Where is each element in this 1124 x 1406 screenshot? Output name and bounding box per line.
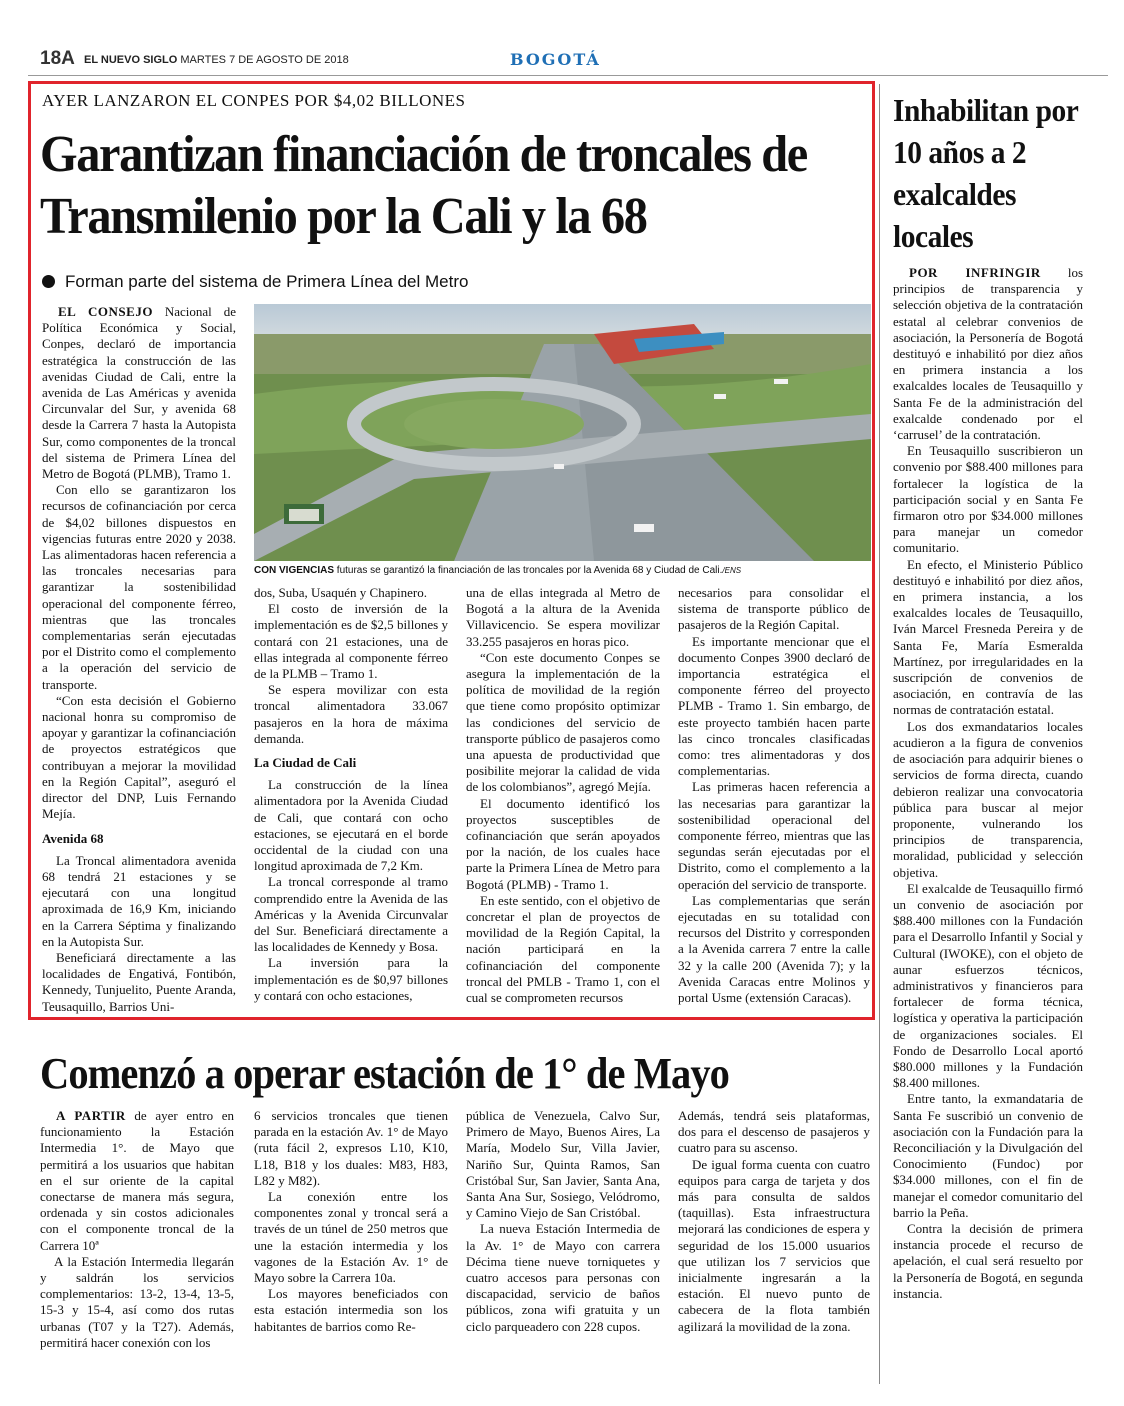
- side-column: [893, 265, 1083, 1390]
- page-header: [40, 48, 1100, 76]
- paragraph: La Troncal alimentadora avenida 68 tendrá 21 estaciones y se ejecutará con una longitud aproximada de 16,9 Km, iniciando en la Carrera Séptima y finalizando en la Autopista Sur.: [42, 852, 236, 949]
- main-column-3: [466, 585, 660, 1018]
- paragraph: La inversión para la implementación es de $0,97 billones y contará con ocho estaciones,: [254, 955, 448, 1003]
- paragraph: Con ello se garantizaron los recursos de cofinanciación por cerca de $4,02 billones dispuestos en vigencias futuras entre 2020 y 2038. Las alimentadoras hacen referencia a las troncales necesarias para garantizar la sostenibilidad operacional del componente férreo, mientras que las troncales complementarias serán ejecutadas por el Distrito como el complemento a la operación del servicio de transporte.: [42, 482, 236, 692]
- bottom-column-4: [678, 1108, 870, 1390]
- paragraph: Se espera movilizar con esta troncal alimentadora 33.067 pasajeros en la hora de máxima demanda.: [254, 682, 448, 746]
- paragraph: Contra la decisión de primera instancia procede el recurso de apelación, el cual será resuelto por la Personería de Bogotá, en segunda instancia.: [893, 1220, 1083, 1301]
- paragraph: El documento identificó los proyectos susceptibles de cofinanciación que serán apoyados por la nación, de los cuales hace parte la Primera Línea de Metro para Bogotá (PLMB) - Tramo 1.: [466, 795, 660, 892]
- caption-lead: CON VIGENCIAS: [254, 565, 335, 576]
- main-column-4: [678, 585, 870, 1018]
- section-name: BOGOTÁ: [510, 50, 601, 69]
- bottom-column-1: [40, 1108, 234, 1390]
- photo-credit: /ENS: [722, 566, 742, 575]
- lead-in: POR INFRINGIR: [909, 265, 1041, 280]
- side-headline: Inhabilitan por 10 años a 2 exalcaldes locales: [893, 92, 1078, 254]
- paragraph: “Con este documento Conpes se asegura la implementación de la política de movilidad de la región que tiene como propósito optimizar las condiciones del servicio de transporte público de pasajeros como una apuesta de productividad que posibilite mejorar la calidad de vida de los colombianos”, agregó Mejía.: [466, 649, 660, 795]
- main-column-2: [254, 585, 448, 1018]
- paragraph: POR INFRINGIR los principios de transparencia y selección objetiva de la contratación estatal al celebrar convenios de asociación, la Personería de Bogotá destituyó e inhabilitó por diez años en primera instancia a los exalcaldes locales de Teusaquillo y Santa Fe de la administración del exalcalde condenado por el ‘carrusel’ de la contratación.: [893, 265, 1083, 443]
- paragraph: una de ellas integrada al Metro de Bogotá a la altura de la Avenida Villavicencio. Se espera movilizar 33.255 pasajeros en horas pico.: [466, 585, 660, 649]
- paragraph: La construcción de la línea alimentadora por la Avenida Ciudad de Cali, que contará con ocho estaciones, se ejecutará en el borde occidental de la ciudad con una longitud aproximada de 7,2 Km.: [254, 777, 448, 874]
- bottom-column-2: [254, 1108, 448, 1390]
- main-column-1: [42, 304, 236, 1018]
- caption-text: futuras se garantizó la financiación de las troncales por la Avenida 68 y Ciudad de Cali.: [334, 565, 723, 576]
- paragraph: pública de Venezuela, Calvo Sur, Primero de Mayo, Buenos Aires, La María, Modelo Sur, Villa Javier, Nariño Sur, Quinta Ramos, San Cristóbal Sur, San Javier, Santa Ana, Santa Ana Sur, Sosiego, Velódromo, y Camino Viejo de San Cristóbal.: [466, 1108, 660, 1221]
- paragraph: A la Estación Intermedia llegarán y saldrán los servicios complementarios: 13-2, 13-4, 13-5, 15-3 y 15-4, así como dos rutas urbanas (T07 y la T27). Además, permitirá hacer conexión con los: [40, 1253, 234, 1350]
- bottom-column-3: [466, 1108, 660, 1390]
- kicker: AYER LANZARON EL CONPES POR $4,02 BILLONES: [42, 91, 466, 110]
- header-rule: [28, 75, 1108, 76]
- paragraph: Las primeras hacen referencia a las necesarias para garantizar la sostenibilidad operacional del componente férreo, mientras que las segundas serán ejecutadas por el Distrito, como el complemento a la operación del servicio de transporte.: [678, 779, 870, 892]
- paragraph: La conexión entre los componentes zonal y troncal será a través de un túnel de 250 metros que une la estación intermedia y los vagones de la Estación Av. 1° de Mayo sobre la Carrera 10a.: [254, 1189, 448, 1286]
- subhead: La Ciudad de Cali: [254, 755, 357, 771]
- lead-in: EL CONSEJO: [58, 304, 153, 319]
- paragraph: Las complementarias que serán ejecutadas en su totalidad con recursos del Distrito y corresponden a la Avenida carrera 7 entre la calle 32 y la calle 200 (Avenida 7); y la Avenida Caracas entre Molinos y portal Usme (extensión Caracas).: [678, 892, 870, 1006]
- paragraph: En este sentido, con el objetivo de concretar el plan de proyectos de movilidad de la Región Capital, la nación participará en la cofinanciación del componente troncal del PMLB - Tramo 1, con el cual se comprometen recursos: [466, 892, 660, 1006]
- paragraph: Es importante mencionar que el documento Conpes 3900 declaró de importancia estratégica el componente férreo del proyecto PLMB - Tramo 1. Sin embargo, de este proyecto también hacen parte las cinco troncales clasificadas como: tres alimentadoras y dos complementarias.: [678, 633, 870, 779]
- masthead-line: [84, 54, 349, 66]
- paragraph: A PARTIR de ayer entro en funcionamiento la Estación Intermedia 1°. de Mayo que permitirá a los usuarios que habitan en el sur oriente de la capital conectarse de manera más segura, ordenada y sin costos adicionales con el componente troncal de la Carrera 10ª: [40, 1108, 234, 1253]
- subheadline: [42, 272, 468, 292]
- paragraph: “Con esta decisión el Gobierno nacional honra su compromiso de apoyar y garantizar la cofinanciación de proyectos estratégicos que contribuyan a mejorar la movilidad en la Región Capital”, aseguró el director del DNP, Luis Fernando Mejía.: [42, 692, 236, 822]
- paragraph: Además, tendrá seis plataformas, dos para el descenso de pasajeros y cuatro para su ascenso.: [678, 1108, 870, 1156]
- issue-date: MARTES 7 DE AGOSTO DE 2018: [180, 54, 349, 66]
- bullet-icon: [42, 275, 55, 288]
- paragraph: dos, Suba, Usaquén y Chapinero.: [254, 585, 427, 600]
- paragraph: En efecto, el Ministerio Público destituyó e inhabilitó por diez años, en primera instancia, a los exalcaldes locales de Teusaquillo, Iván Marcel Fresneda Pereira y de Santa Fe, María Esmeralda Martínez, por irregularidades en la suscripción de convenios de asociación, en contravía de las normas de contratación estatal.: [893, 556, 1083, 718]
- paragraph: Los dos exmandatarios locales acudieron a la figura de convenios de asociación para adquirir bienes o servicios de forma directa, cuando debieron realizar una convocatoria pública para buscar al mejor proponente, vulnerando los principios de transparencia, moralidad, publicidad y selección objetiva.: [893, 718, 1083, 880]
- paragraph: En Teusaquillo suscribieron un convenio por $88.400 millones para fortalecer la logística de la participación social y en Santa Fe firmaron otro por $34.000 millones para manejar un comedor comunitario.: [893, 443, 1083, 556]
- aerial-highway-photo: [254, 304, 871, 561]
- photo-caption: [254, 565, 871, 576]
- paragraph: necesarios para consolidar el sistema de transporte público de pasajeros de la Región Capital.: [678, 585, 870, 633]
- paragraph: De igual forma cuenta con cuatro equipos para carga de tarjeta y dos más para consulta de saldos (taquillas). Esta infraestructura mejorará las condiciones de espera y seguridad de los 15.000 usuarios que utilizan los 7 servicios que inicialmente ingresarán a la estación. El nuevo punto de cabecera de la flota también agilizará la movilidad de la zona.: [678, 1156, 870, 1334]
- column-divider: [879, 84, 880, 1384]
- paragraph: 6 servicios troncales que tienen parada en la estación Av. 1° de Mayo (ruta fácil 2, expresos L10, K10, L18, B18 y los duales: M83, H83, L82 y M82).: [254, 1108, 448, 1188]
- paragraph: La troncal corresponde al tramo comprendido entre la Avenida de las Américas y la Avenida Circunvalar del Sur. Beneficiará directamente a las localidades de Kennedy y Bosa.: [254, 874, 448, 955]
- paragraph: El exalcalde de Teusaquillo firmó un convenio de asociación por $88.400 millones con la Fundación para el Desarrollo Infantil y Social y Cultural (IWOKE), con el objeto de aunar esfuerzos técnicos, administrativos y financieros para fortalecer de forma técnica, logística y operativa la participación de organizaciones sociales. El Fondo de Desarrollo Local aportó $80.000 millones y la Fundación $8.400 millones.: [893, 880, 1083, 1091]
- main-headline: Garantizan financiación de troncales de Transmilenio por la Cali y la 68: [40, 126, 807, 245]
- paragraph: EL CONSEJO Nacional de Política Económica y Social, Conpes, declaró de importancia estratégica la construcción de las avenidas Ciudad de Cali, entre la avenida de Las Américas y avenida Circunvalar del Sur, y avenida 68 desde la Carrera 7 hasta la Autopista Sur, como componentes de la troncal del sistema de Primera Línea del Metro de Bogotá (PLMB), Tramo 1.: [42, 304, 236, 482]
- paragraph: Entre tanto, la exmandataria de Santa Fe suscribió un convenio de asociación con la Fundación para la Reconciliación y la Divulgación del Conocimiento (Fundoc) por $34.000 millones, con el fin de manejar el comedor comunitario del barrio la Peña.: [893, 1091, 1083, 1220]
- subheadline-text: Forman parte del sistema de Primera Línea del Metro: [65, 272, 469, 291]
- subhead: Avenida 68: [42, 830, 104, 846]
- bottom-headline: Comenzó a operar estación de 1° de Mayo: [40, 1049, 729, 1098]
- paragraph: Los mayores beneficiados con esta estación intermedia son los habitantes de barrios como Re-: [254, 1286, 448, 1334]
- paragraph: La nueva Estación Intermedia de la Av. 1° de Mayo con carrera Décima tiene nueve torniquetes y cuatro accesos para personas con discapacidad, servicio de baños públicos, zona wifi gratuita y un ciclo parqueadero con 228 cupos.: [466, 1221, 660, 1334]
- page-number: 18A: [40, 48, 75, 69]
- paragraph: Beneficiará directamente a las localidades de Engativá, Fontibón, Kennedy, Tunjuelito, Puente Aranda, Teusaquillo, Barrios Uni-: [42, 949, 236, 1014]
- paper-name: EL NUEVO SIGLO: [84, 54, 178, 66]
- paragraph: El costo de inversión de la implementación es de $2,5 billones y contará con 21 estaciones, una de ellas integrada al componente férreo de la PLMB – Tramo 1.: [254, 601, 448, 682]
- lead-in: A PARTIR: [56, 1108, 126, 1123]
